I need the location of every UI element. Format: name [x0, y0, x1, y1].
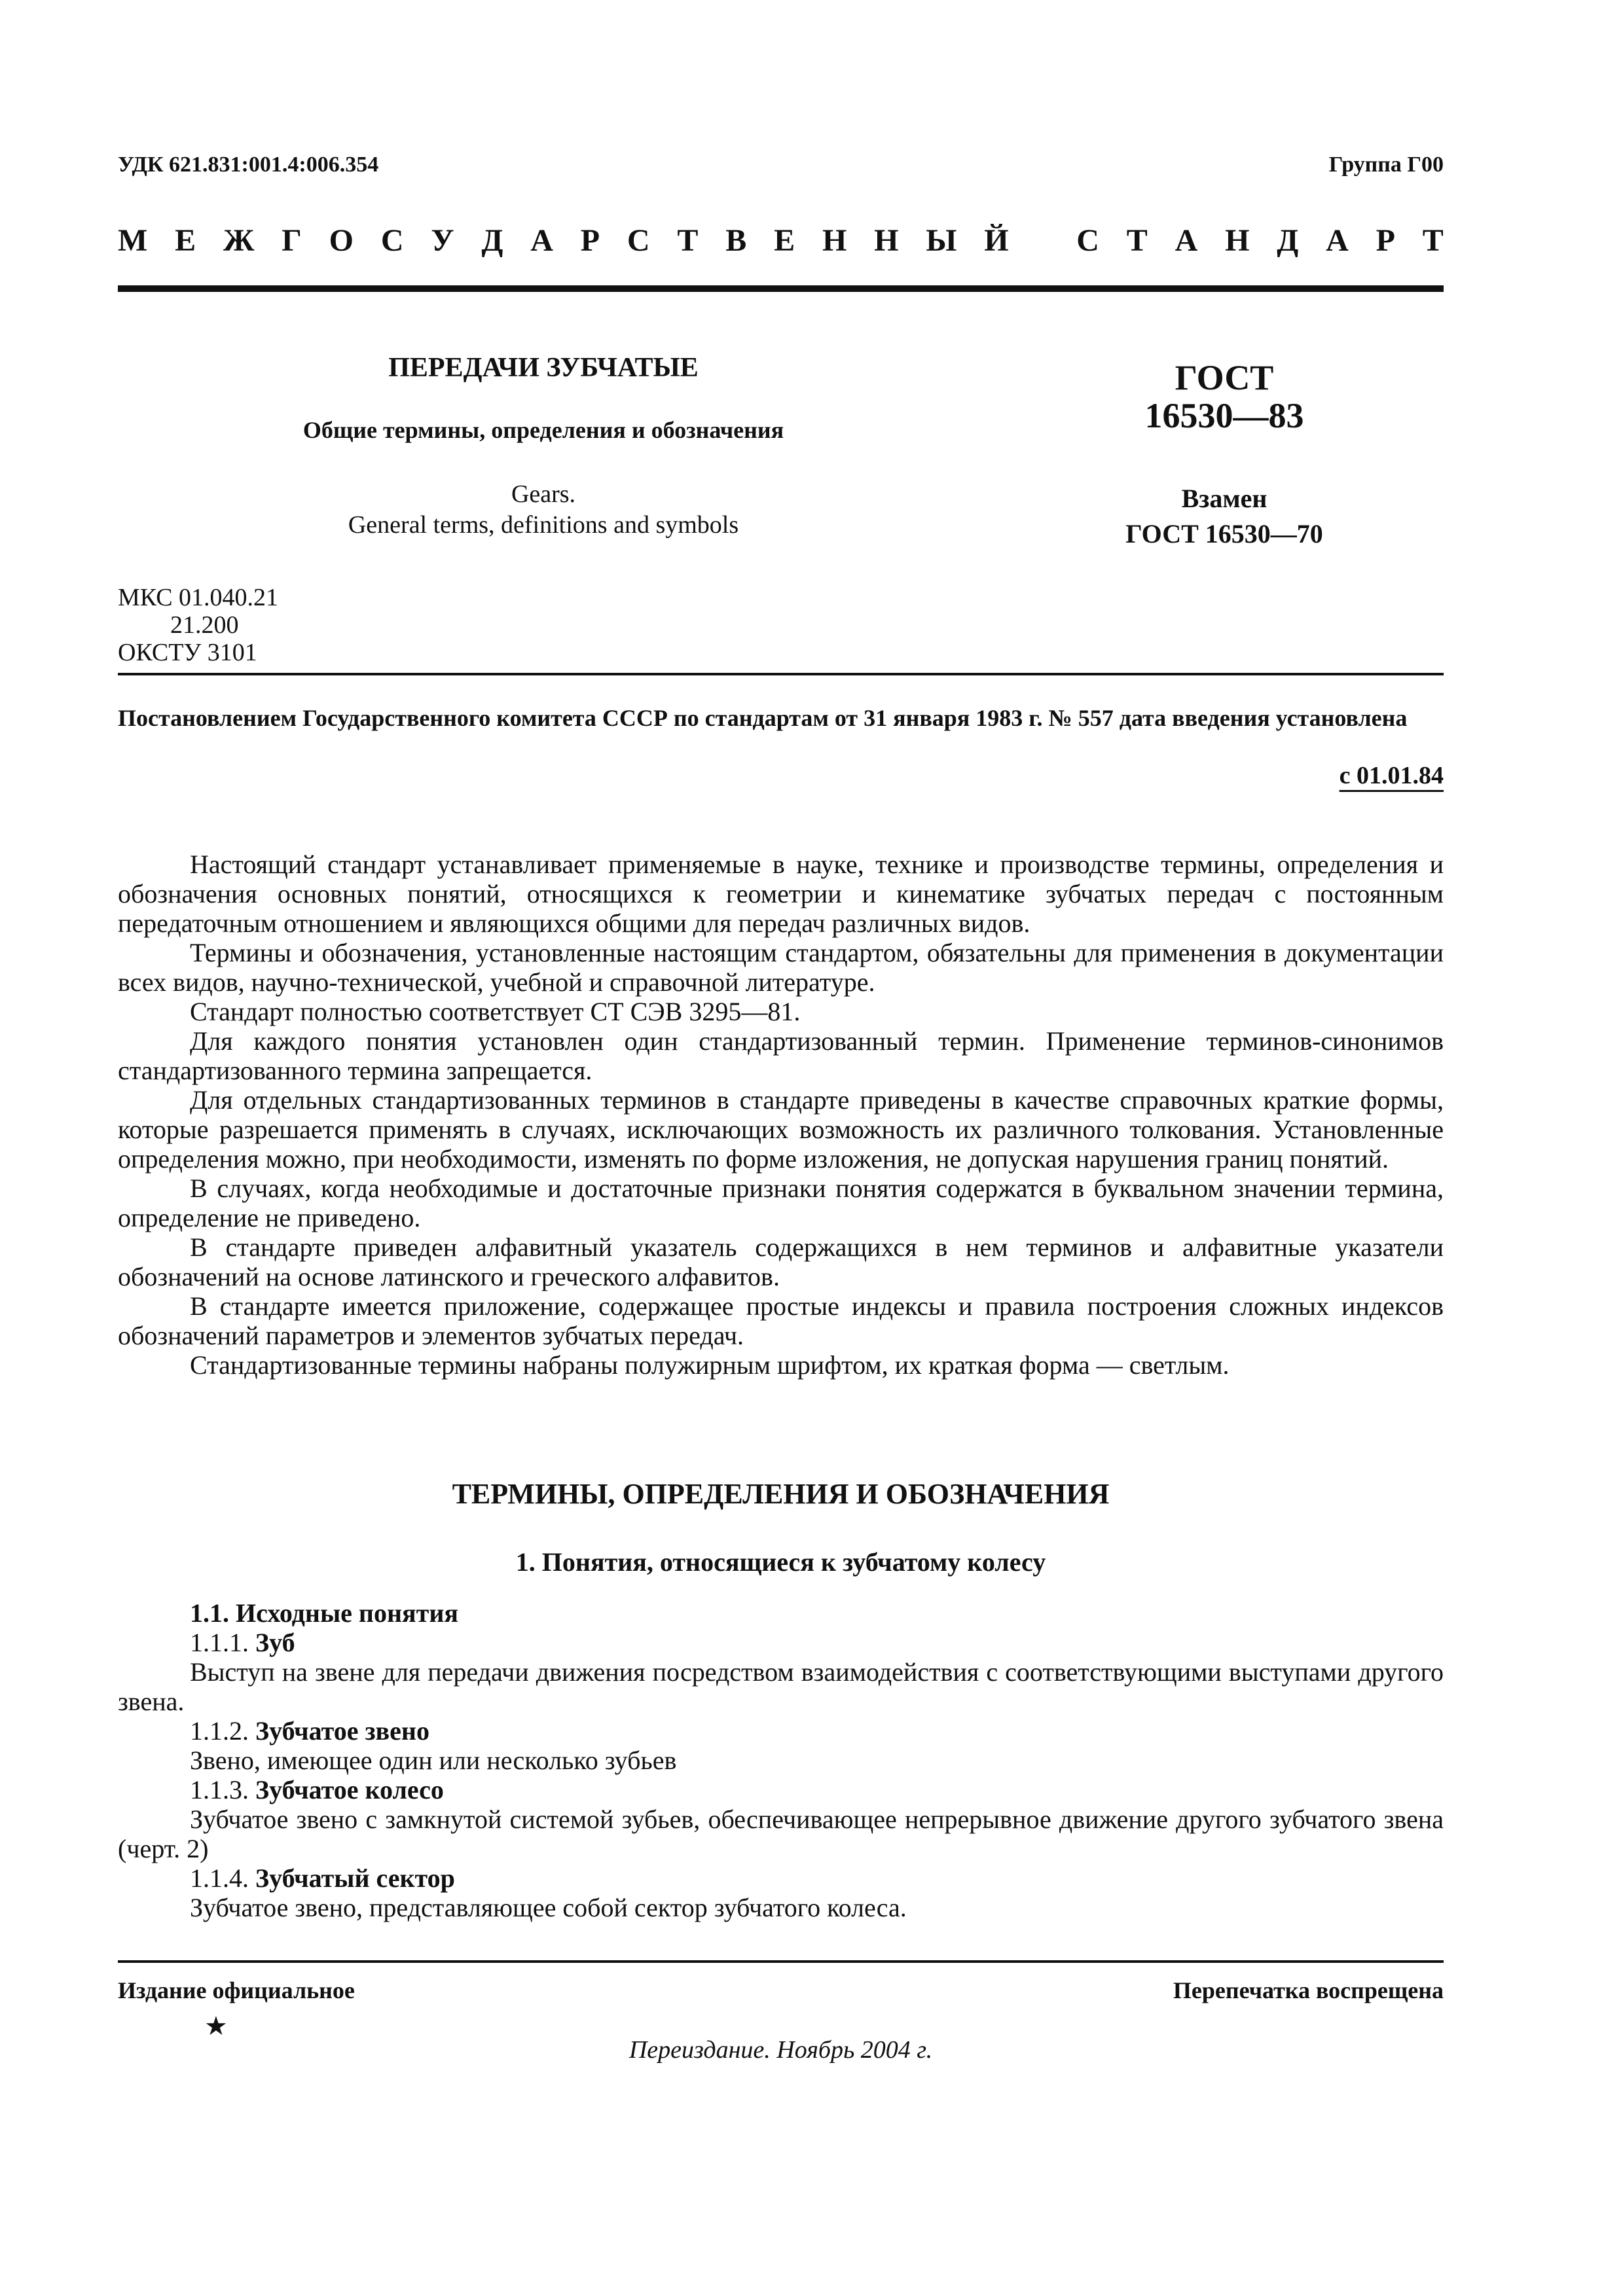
intro-paragraph: В случаях, когда необходимые и достаточные признаки понятия содержатся в буквальном значении термина, определение не приведено.: [118, 1174, 1444, 1232]
star-icon: ★: [204, 2011, 228, 2041]
okstu-code: ОКСТУ 3101: [118, 639, 257, 666]
term-name: Зубчатое колесо: [255, 1775, 444, 1804]
term-group-heading: [118, 1598, 1444, 1628]
term-group-title: Исходные понятия: [236, 1598, 458, 1628]
gost-number: 16530—83: [1144, 396, 1304, 435]
term-number: 1.1.1.: [190, 1628, 249, 1657]
banner-letter: А: [1175, 223, 1198, 258]
banner-letter: Н: [1225, 223, 1250, 258]
banner-letter: В: [725, 223, 747, 258]
term-number: 1.1.4.: [190, 1863, 249, 1893]
term-definition: Зубчатое звено, представляющее собой сектор зубчатого колеса.: [190, 1893, 907, 1922]
banner-letter: С: [380, 223, 404, 258]
reissue-note: Переиздание. Ноябрь 2004 г.: [629, 2036, 933, 2064]
udk-code: УДК 621.831:001.4:006.354: [118, 152, 379, 177]
mks-code-1: МКС 01.040.21: [118, 584, 279, 611]
section-title: ТЕРМИНЫ, ОПРЕДЕЛЕНИЯ И ОБОЗНАЧЕНИЯ: [452, 1478, 1110, 1510]
term-group-number: 1.1.: [190, 1598, 229, 1628]
term-definition: Выступ на звене для передачи движения посредством взаимодействия с соответствующими выступами другого звена.: [118, 1657, 1444, 1716]
intro-paragraph: В стандарте имеется приложение, содержащее простые индексы и правила построения сложных индексов обозначений параметров и элементов зубчатых передач.: [118, 1291, 1444, 1350]
codes-rule: [118, 673, 1444, 675]
banner-letter: Й: [984, 223, 1009, 258]
replaces-label: Взамен: [1181, 484, 1267, 513]
reprint-prohibited: Перепечатка воспрещена: [1173, 1977, 1444, 2003]
term-name: Зубчатый сектор: [255, 1863, 455, 1893]
term-definition: Зубчатое звено с замкнутой системой зубьев, обеспечивающее непрерывное движение другого зубчатого звена (черт. 2): [118, 1804, 1444, 1863]
subsection-title: 1. Понятия, относящиеся к зубчатому колесу: [515, 1547, 1046, 1577]
term-name: Зуб: [255, 1628, 295, 1657]
banner-letter: Ы: [926, 223, 957, 258]
banner-letter: Е: [175, 223, 196, 258]
banner-letter: Д: [481, 223, 503, 258]
header-rule: [118, 285, 1444, 292]
banner-letter: Н: [874, 223, 899, 258]
term-heading: [118, 1863, 1444, 1893]
official-edition: Издание официальное: [118, 1977, 355, 2003]
introduction-date: с 01.01.84: [1339, 762, 1444, 789]
banner-letter: Е: [774, 223, 795, 258]
interstate-standard-banner: [118, 223, 1444, 259]
footer-rule: [118, 1960, 1444, 1963]
banner-letter: А: [530, 223, 553, 258]
banner-letter: Ж: [223, 223, 255, 258]
title-en-line1: Gears.: [511, 480, 576, 508]
term-items: [118, 1628, 1444, 1922]
banner-letter: А: [1326, 223, 1349, 258]
banner-letter: Р: [580, 223, 600, 258]
term-number: 1.1.2.: [190, 1716, 249, 1746]
title-ru: ПЕРЕДАЧИ ЗУБЧАТЫЕ: [388, 353, 699, 383]
title-en-line2: General terms, definitions and symbols: [348, 511, 739, 539]
intro-paragraph: Термины и обозначения, установленные настоящим стандартом, обязательны для применения в документации всех видов, научно-технической, учебной и справочной литературе.: [118, 938, 1444, 997]
banner-letter: Д: [1277, 223, 1299, 258]
intro-paragraph: Для отдельных стандартизованных терминов в стандарте приведены в качестве справочных краткие формы, которые разрешается применять в случаях, исключающих возможность их различного толкования. Установленные определения можно, при необходимости, изменять по форме изложения, не допуская нарушения границ понятий.: [118, 1085, 1444, 1174]
banner-gap: [1036, 223, 1049, 259]
banner-letter: С: [1076, 223, 1099, 258]
intro-paragraph: Настоящий стандарт устанавливает применяемые в науке, технике и производстве термины, определения и обозначения основных понятий, относящихся к геометрии и кинематике зубчатых передач с постоянным передаточным отношением и являющихся общими для передач различных видов.: [118, 850, 1444, 938]
term-heading: [118, 1775, 1444, 1804]
banner-letter: Р: [1376, 223, 1395, 258]
intro-paragraph: Стандарт полностью соответствует СТ СЭВ 3295—81.: [190, 997, 801, 1026]
decree-text: Постановлением Государственного комитета СССР по стандартам от 31 января 1983 г. № 557 дата введения установлена: [118, 705, 1408, 731]
subtitle-ru: Общие термины, определения и обозначения: [302, 417, 784, 443]
mks-code-2: 21.200: [170, 611, 239, 639]
banner-letter: О: [329, 223, 354, 258]
term-number: 1.1.3.: [190, 1775, 249, 1804]
term-definition: Звено, имеющее один или несколько зубьев: [190, 1746, 677, 1775]
term-heading: [118, 1628, 1444, 1657]
replaces-gost: ГОСТ 16530—70: [1125, 519, 1323, 548]
gost-label: ГОСТ: [1175, 358, 1274, 397]
banner-letter: Т: [1422, 223, 1444, 258]
classification-codes: [118, 584, 278, 666]
term-heading: [118, 1716, 1444, 1746]
terms-list: [118, 1598, 1444, 1922]
banner-letter: Г: [282, 223, 302, 258]
term-name: Зубчатое звено: [255, 1716, 429, 1746]
group-code: Группа Г00: [1328, 152, 1444, 177]
intro-paragraph: Для каждого понятия установлен один стандартизованный термин. Применение терминов-синонимов стандартизованного термина запрещается.: [118, 1026, 1444, 1085]
banner-letter: С: [627, 223, 650, 258]
banner-letter: Т: [1126, 223, 1148, 258]
banner-letter: М: [118, 223, 148, 258]
banner-letter: У: [431, 223, 454, 258]
banner-letter: Т: [677, 223, 699, 258]
banner-letter: Н: [822, 223, 847, 258]
intro-text: [118, 850, 1444, 1380]
intro-paragraph: В стандарте приведен алфавитный указатель содержащихся в нем терминов и алфавитные указатели обозначений на основе латинского и греческого алфавитов.: [118, 1232, 1444, 1291]
intro-paragraph: Стандартизованные термины набраны полужирным шрифтом, их краткая форма — светлым.: [190, 1350, 1230, 1380]
